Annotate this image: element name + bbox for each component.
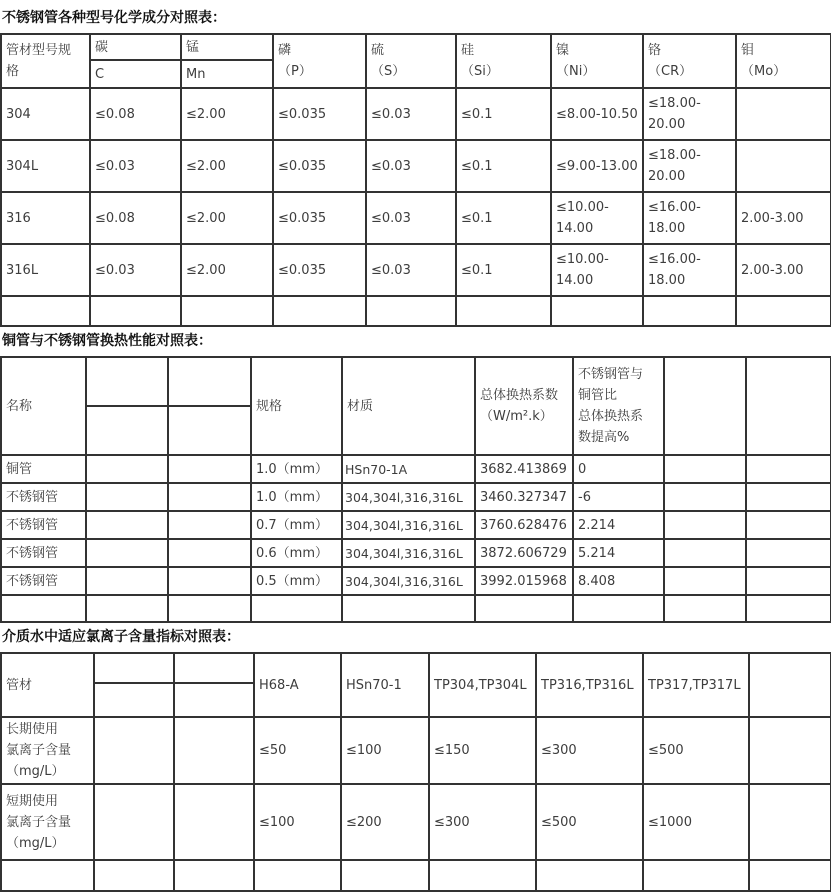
table-row [1, 653, 831, 683]
table-row [1, 717, 831, 784]
value-cell: ≤0.03 [366, 244, 456, 296]
empty-cell [664, 455, 746, 483]
header-material-hsn70: HSn70-1 [341, 653, 429, 717]
name-cell: 铜管 [1, 455, 86, 483]
ratio-cell: 2.214 [573, 511, 664, 539]
table-row [1, 860, 831, 891]
heat-exchange-table-title: 铜管与不锈钢管换热性能对照表： [2, 333, 212, 349]
material-cell: HSn70-1A [342, 455, 475, 483]
row-label-cell: 短期使用 氯离子含量 （mg/L） [1, 784, 94, 860]
grade-cell: 304L [1, 140, 90, 192]
value-cell: ≤300 [536, 717, 643, 784]
header-material: 材质 [342, 357, 475, 455]
value-cell: ≤500 [536, 784, 643, 860]
empty-cell [342, 595, 475, 622]
grade-cell: 316 [1, 192, 90, 244]
coefficient-cell: 3682.413869 [475, 455, 573, 483]
value-cell: ≤0.1 [456, 88, 551, 140]
value-cell: ≤2.00 [181, 244, 273, 296]
value-cell: ≤500 [643, 717, 749, 784]
header-carbon: 碳 [90, 34, 181, 60]
ratio-cell: 0 [573, 455, 664, 483]
empty-cell [551, 296, 643, 326]
empty-cell [1, 595, 86, 622]
value-cell: ≤50 [254, 717, 341, 784]
empty-cell [1, 860, 94, 891]
name-cell: 不锈钢管 [1, 567, 86, 595]
table-row [1, 539, 831, 567]
value-cell: ≤2.00 [181, 140, 273, 192]
value-cell: ≤0.1 [456, 140, 551, 192]
empty-cell [94, 653, 174, 683]
empty-cell [456, 296, 551, 326]
header-sulfur: 硫 （S） [366, 34, 456, 88]
empty-cell [746, 455, 831, 483]
row-label-cell: 长期使用 氯离子含量 （mg/L） [1, 717, 94, 784]
empty-cell [749, 784, 831, 860]
name-cell: 不锈钢管 [1, 483, 86, 511]
spec-cell: 1.0（mm） [251, 455, 342, 483]
value-cell: ≤0.1 [456, 244, 551, 296]
empty-cell [749, 717, 831, 784]
chemical-table-title: 不锈钢管各种型号化学成分对照表： [2, 10, 226, 26]
empty-cell [749, 860, 831, 891]
value-cell: ≤150 [429, 717, 536, 784]
value-cell: 2.00-3.00 [736, 244, 831, 296]
value-cell: ≤0.08 [90, 88, 181, 140]
header-manganese: 锰 [181, 34, 273, 60]
empty-cell [168, 483, 251, 511]
table-row [1, 296, 831, 326]
header-material-tp304: TP304,TP304L [429, 653, 536, 717]
empty-cell [86, 539, 168, 567]
value-cell: ≤18.00- 20.00 [643, 88, 736, 140]
empty-cell [664, 595, 746, 622]
empty-cell [746, 539, 831, 567]
value-cell: ≤2.00 [181, 192, 273, 244]
empty-cell [746, 357, 831, 455]
empty-cell [475, 595, 573, 622]
table-row [1, 784, 831, 860]
empty-cell [174, 717, 254, 784]
empty-cell [94, 860, 174, 891]
header-ratio: 不锈钢管与 铜管比 总体换热系 数提高% [573, 357, 664, 455]
value-cell: ≤16.00- 18.00 [643, 192, 736, 244]
empty-cell [746, 595, 831, 622]
value-cell: ≤8.00-10.50 [551, 88, 643, 140]
empty-cell [664, 357, 746, 455]
empty-cell [86, 511, 168, 539]
value-cell: ≤300 [429, 784, 536, 860]
header-spec: 规格 [251, 357, 342, 455]
value-cell: ≤16.00- 18.00 [643, 244, 736, 296]
empty-cell [168, 511, 251, 539]
empty-cell [273, 296, 366, 326]
value-cell: ≤9.00-13.00 [551, 140, 643, 192]
empty-cell [429, 860, 536, 891]
value-cell: ≤0.035 [273, 88, 366, 140]
table-row [1, 34, 831, 60]
table-row [1, 140, 831, 192]
empty-cell [746, 483, 831, 511]
header-material-h68a: H68-A [254, 653, 341, 717]
header-name: 名称 [1, 357, 86, 455]
empty-cell [174, 860, 254, 891]
spec-cell: 0.6（mm） [251, 539, 342, 567]
empty-cell [94, 784, 174, 860]
empty-cell [86, 595, 168, 622]
empty-cell [573, 595, 664, 622]
chloride-table-title: 介质水中适应氯离子含量指标对照表： [2, 629, 240, 645]
chloride-content-table [0, 652, 831, 892]
table-row [1, 483, 831, 511]
value-cell [736, 140, 831, 192]
grade-cell: 304 [1, 88, 90, 140]
empty-cell [174, 784, 254, 860]
empty-cell [341, 860, 429, 891]
empty-cell [86, 455, 168, 483]
coefficient-cell: 3872.606729 [475, 539, 573, 567]
table-row [1, 357, 831, 406]
value-cell: 2.00-3.00 [736, 192, 831, 244]
header-pipe-material: 管材 [1, 653, 94, 717]
empty-cell [746, 567, 831, 595]
value-cell: ≤0.035 [273, 244, 366, 296]
value-cell: ≤100 [254, 784, 341, 860]
empty-cell [168, 595, 251, 622]
value-cell: ≤2.00 [181, 88, 273, 140]
empty-cell [94, 683, 174, 717]
coefficient-cell: 3760.628476 [475, 511, 573, 539]
empty-cell [168, 455, 251, 483]
empty-cell [94, 717, 174, 784]
ratio-cell: 5.214 [573, 539, 664, 567]
header-material-tp316: TP316,TP316L [536, 653, 643, 717]
material-cell: 304,304l,316,316L [342, 567, 475, 595]
material-cell: 304,304l,316,316L [342, 511, 475, 539]
value-cell [736, 88, 831, 140]
empty-cell [749, 653, 831, 717]
value-cell: ≤0.1 [456, 192, 551, 244]
empty-cell [86, 483, 168, 511]
table-row [1, 244, 831, 296]
empty-cell [664, 483, 746, 511]
header-carbon-symbol: C [90, 60, 181, 88]
name-cell: 不锈钢管 [1, 511, 86, 539]
header-chromium: 铬 （CR） [643, 34, 736, 88]
value-cell: ≤18.00- 20.00 [643, 140, 736, 192]
empty-cell [1, 296, 90, 326]
table-row [1, 455, 831, 483]
table-row [1, 595, 831, 622]
empty-cell [254, 860, 341, 891]
empty-cell [643, 860, 749, 891]
value-cell: ≤10.00- 14.00 [551, 244, 643, 296]
value-cell: ≤200 [341, 784, 429, 860]
material-cell: 304,304l,316,316L [342, 539, 475, 567]
empty-cell [664, 511, 746, 539]
ratio-cell: 8.408 [573, 567, 664, 595]
header-material-tp317: TP317,TP317L [643, 653, 749, 717]
table-row [1, 192, 831, 244]
empty-cell [643, 296, 736, 326]
header-manganese-symbol: Mn [181, 60, 273, 88]
table-row [1, 511, 831, 539]
value-cell: ≤1000 [643, 784, 749, 860]
value-cell: ≤0.03 [366, 140, 456, 192]
empty-cell [86, 567, 168, 595]
header-phosphorus: 磷 （P） [273, 34, 366, 88]
spec-cell: 1.0（mm） [251, 483, 342, 511]
value-cell: ≤0.08 [90, 192, 181, 244]
empty-cell [536, 860, 643, 891]
value-cell: ≤100 [341, 717, 429, 784]
header-nickel: 镍 （Ni） [551, 34, 643, 88]
table-row [1, 88, 831, 140]
value-cell: ≤0.03 [90, 244, 181, 296]
material-cell: 304,304l,316,316L [342, 483, 475, 511]
empty-cell [174, 683, 254, 717]
empty-cell [168, 357, 251, 406]
empty-cell [746, 511, 831, 539]
value-cell: ≤0.035 [273, 192, 366, 244]
empty-cell [251, 595, 342, 622]
value-cell: ≤0.03 [90, 140, 181, 192]
empty-cell [736, 296, 831, 326]
heat-exchange-performance-table [0, 356, 831, 623]
header-coefficient: 总体换热系数 （W/m².k） [475, 357, 573, 455]
ratio-cell: -6 [573, 483, 664, 511]
empty-cell [90, 296, 181, 326]
empty-cell [86, 406, 168, 455]
spec-cell: 0.7（mm） [251, 511, 342, 539]
empty-cell [664, 539, 746, 567]
coefficient-cell: 3460.327347 [475, 483, 573, 511]
empty-cell [664, 567, 746, 595]
empty-cell [168, 406, 251, 455]
header-silicon: 硅 （Si） [456, 34, 551, 88]
header-molybdenum: 钼 （Mo） [736, 34, 831, 88]
name-cell: 不锈钢管 [1, 539, 86, 567]
grade-cell: 316L [1, 244, 90, 296]
coefficient-cell: 3992.015968 [475, 567, 573, 595]
value-cell: ≤0.035 [273, 140, 366, 192]
value-cell: ≤0.03 [366, 192, 456, 244]
spec-cell: 0.5（mm） [251, 567, 342, 595]
table-row [1, 567, 831, 595]
empty-cell [86, 357, 168, 406]
empty-cell [174, 653, 254, 683]
header-pipe-grade: 管材型号规 格 [1, 34, 90, 88]
empty-cell [168, 567, 251, 595]
empty-cell [366, 296, 456, 326]
empty-cell [168, 539, 251, 567]
value-cell: ≤0.03 [366, 88, 456, 140]
value-cell: ≤10.00- 14.00 [551, 192, 643, 244]
empty-cell [181, 296, 273, 326]
chemical-composition-table [0, 33, 831, 327]
